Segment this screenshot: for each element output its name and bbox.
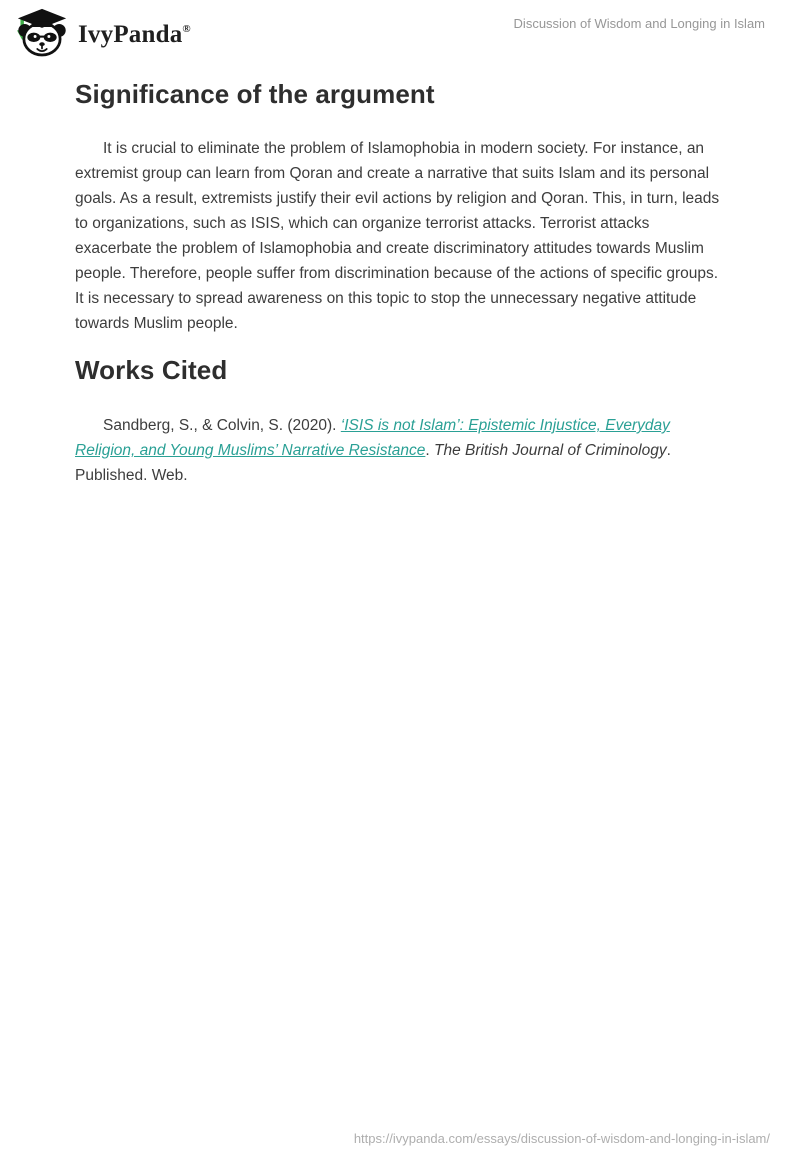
citation-journal: The British Journal of Criminology: [434, 442, 667, 459]
citation-tail: . Published. Web.: [75, 442, 671, 484]
footer-url: https://ivypanda.com/essays/discussion-of-wisdom-and-longing-in-islam/: [353, 1131, 770, 1146]
section-heading-works-cited: Works Cited: [75, 355, 228, 385]
section-heading-significance: Significance of the argument: [75, 79, 435, 109]
document-body: [75, 78, 725, 488]
citation-authors: Sandberg, S., & Colvin, S. (2020).: [103, 417, 341, 434]
page-header: [0, 0, 800, 58]
document-title: Discussion of Wisdom and Longing in Islam: [513, 16, 765, 31]
brand-name: [78, 21, 191, 49]
ivypanda-panda-logo-icon: [14, 8, 70, 58]
citation-entry: [75, 413, 725, 488]
citation-source-link[interactable]: ‘ISIS is not Islam’: Epistemic Injustice, Everyday Religion, and Young Muslims’ Narrative Resistance: [75, 417, 670, 459]
citation-separator: .: [425, 442, 434, 459]
body-paragraph: It is crucial to eliminate the problem of Islamophobia in modern society. For instance, an extremist group can learn from Qoran and create a narrative that suits Islam and its personal goals. As a result, extremists justify their evil actions by religion and Qoran. This, in turn, leads to organizations, such as ISIS, which can organize terrorist attacks. Terrorist attacks exacerbate the problem of Islamophobia and create discriminatory attitudes towards Muslim people. Therefore, people suffer from discrimination because of the actions of specific groups. It is necessary to spread awareness on this topic to stop the unnecessary negative attitude towards Muslim people.: [75, 140, 720, 332]
brand-name-text: IvyPanda: [78, 21, 183, 48]
registered-mark: ®: [182, 23, 191, 35]
brand: [14, 8, 191, 58]
